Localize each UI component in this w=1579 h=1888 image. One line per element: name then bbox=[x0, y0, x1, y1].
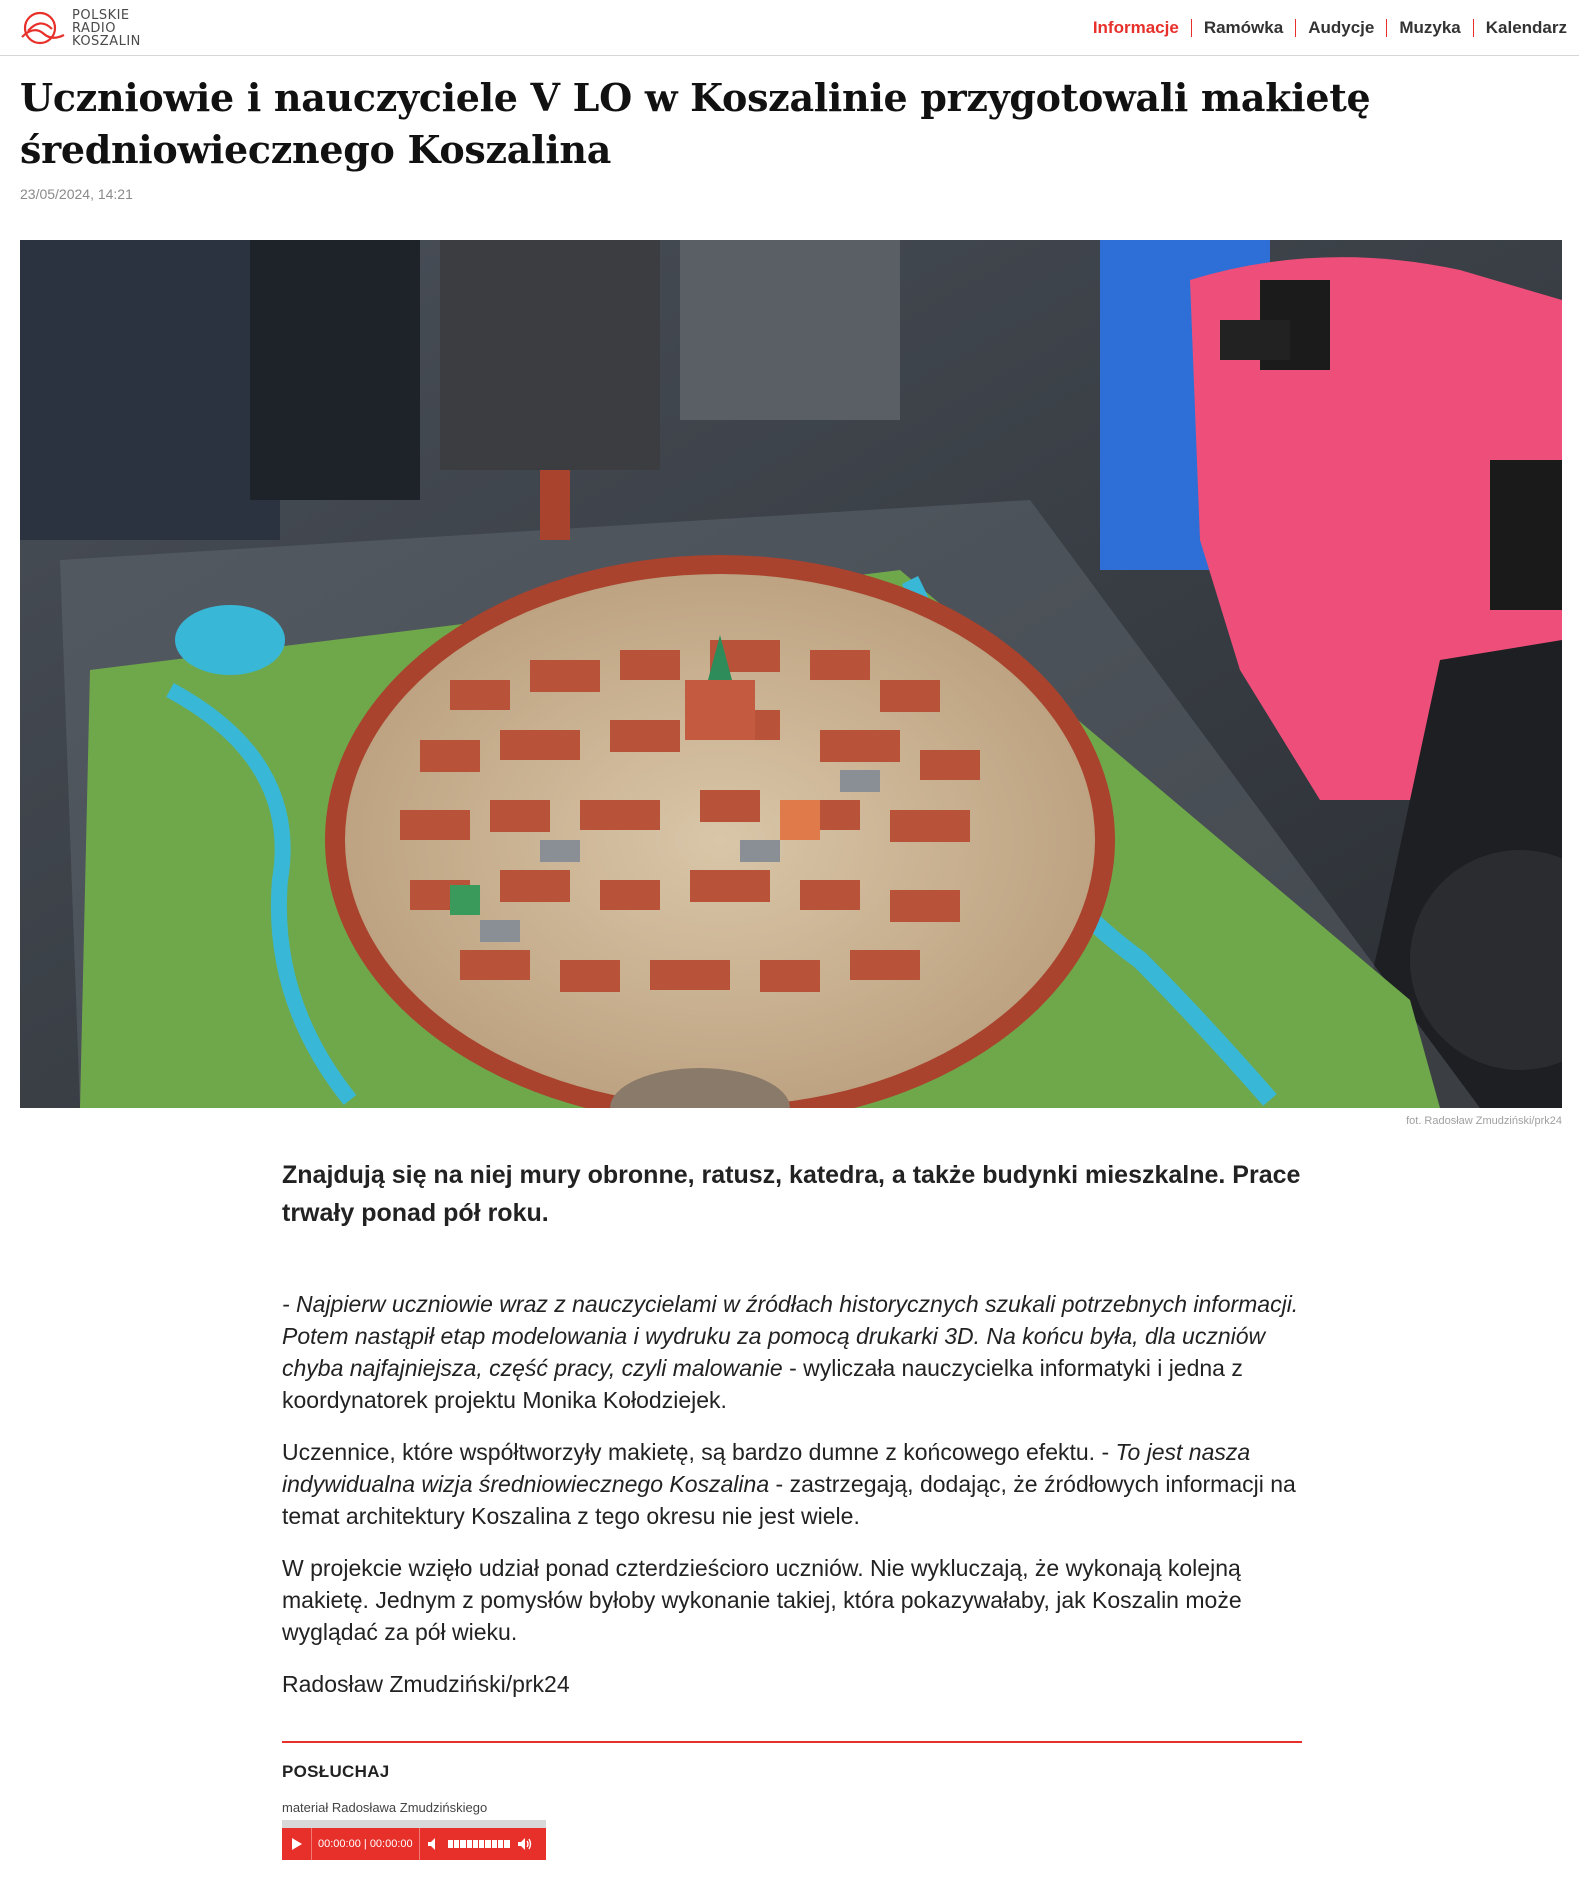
site-header bbox=[0, 0, 1579, 56]
nav-item-informacje[interactable]: Informacje bbox=[1092, 18, 1179, 37]
audio-material-label: materiał Radosława Zmudzińskiego bbox=[282, 1800, 488, 1815]
site-logo[interactable] bbox=[18, 6, 168, 50]
play-icon bbox=[292, 1838, 302, 1850]
audio-player bbox=[282, 1820, 546, 1862]
article-photo bbox=[20, 240, 1562, 1108]
quote-italic: - Najpierw uczniowie wraz z nauczycielami w źródłach historycznych szukali potrzebnych informacji. Potem nastąpił etap modelowania i wydruku za pomocą drukarki 3D. Na końcu była, dla uczniów chyba najfajniejsza, część pracy, czyli malowanie bbox=[282, 1291, 1299, 1381]
nav-item-kalendarz[interactable]: Kalendarz bbox=[1485, 18, 1567, 37]
section-divider bbox=[282, 1741, 1302, 1743]
main-nav bbox=[1081, 16, 1579, 40]
mute-button[interactable] bbox=[420, 1828, 448, 1860]
listen-heading: POSŁUCHAJ bbox=[282, 1762, 390, 1781]
paragraph-text: - wyliczała nauczycielka informatyki i jedna z koordynatorek projektu Monika Kołodziejek. bbox=[282, 1355, 1243, 1413]
audio-time bbox=[312, 1828, 420, 1860]
audio-progress-track[interactable] bbox=[282, 1820, 546, 1828]
speaker-icon bbox=[428, 1838, 440, 1850]
time-separator: | bbox=[360, 1838, 370, 1850]
article-lead: Znajdują się na niej mury obronne, ratusz, katedra, a także budynki mieszkalne. Prace trwały ponad pół roku. bbox=[282, 1161, 1301, 1227]
nav-item-muzyka[interactable]: Muzyka bbox=[1399, 18, 1461, 37]
time-current: 00:00:00 bbox=[318, 1838, 361, 1850]
article-paragraph-1 bbox=[282, 1288, 1302, 1416]
logo-line-1: POLSKIE bbox=[72, 7, 130, 23]
logo-line-3: KOSZALIN bbox=[72, 33, 141, 49]
article-paragraph-3: W projekcie wzięło udział ponad czterdzieścioro uczniów. Nie wykluczają, że wykonają kolejną makietę. Jednym z pomysłów byłoby wykonanie takiej, która pokazywałaby, jak Koszalin może wyglądać za pół wieku. bbox=[282, 1555, 1242, 1645]
paragraph-text: Uczennice, które współtworzyły makietę, są bardzo dumne z końcowego efektu. - bbox=[282, 1439, 1116, 1465]
radio-logo-icon bbox=[18, 7, 68, 49]
article-title: Uczniowie i nauczyciele V LO w Koszalinie przygotowali makietę średniowiecznego Koszalina bbox=[20, 75, 1371, 172]
photo-caption: fot. Radosław Zmudziński/prk24 bbox=[1406, 1115, 1562, 1127]
article-date: 23/05/2024, 14:21 bbox=[20, 186, 133, 202]
play-button[interactable] bbox=[282, 1828, 312, 1860]
paragraph-text: - zastrzegają, dodając, że źródłowych informacji na temat architektury Koszalina z tego okresu nie jest wiele. bbox=[282, 1471, 1296, 1529]
nav-item-audycje[interactable]: Audycje bbox=[1308, 18, 1375, 37]
quote-italic: To jest nasza indywidualna wizja średniowiecznego Koszalina bbox=[282, 1439, 1251, 1497]
article-body bbox=[282, 1156, 1302, 1700]
logo-line-2: RADIO bbox=[72, 20, 116, 36]
article-signature: Radosław Zmudziński/prk24 bbox=[282, 1671, 570, 1697]
nav-item-ramowka[interactable]: Ramówka bbox=[1203, 18, 1284, 37]
speaker-loud-icon bbox=[518, 1838, 532, 1850]
max-volume-button[interactable] bbox=[510, 1828, 540, 1860]
article-paragraph-2 bbox=[282, 1436, 1302, 1532]
volume-slider[interactable] bbox=[448, 1839, 510, 1849]
time-total: 00:00:00 bbox=[369, 1838, 413, 1850]
